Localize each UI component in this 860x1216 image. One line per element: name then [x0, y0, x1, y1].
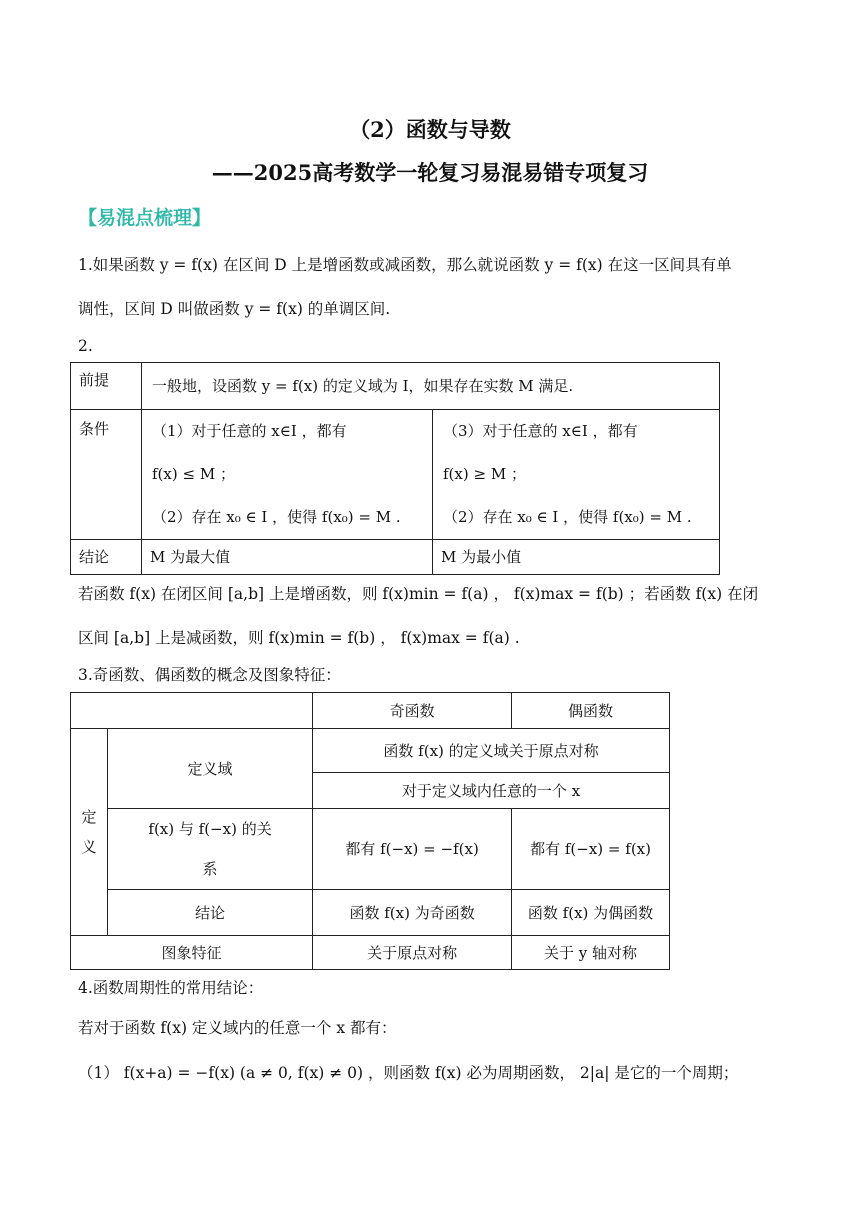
domain-text-1: 函数 f(x) 的定义域关于原点对称 — [313, 729, 670, 773]
table-row — [71, 363, 720, 410]
item3-label: 3.奇函数、偶函数的概念及图象特征： — [78, 666, 341, 684]
table-row — [71, 890, 670, 936]
graph-odd: 关于原点对称 — [313, 936, 512, 970]
table-row — [71, 693, 670, 729]
max-condition-1b: f(x) ≤ M ； — [152, 465, 235, 483]
table-row — [71, 410, 720, 540]
section-heading: 【易混点梳理】 — [78, 207, 212, 229]
relation-label-line2: 系 — [202, 860, 218, 878]
max-conclusion: M 为最大值 — [142, 540, 433, 575]
conclusion-label: 结论 — [71, 540, 142, 575]
relation-even: 都有 f(−x) = f(x) — [512, 809, 670, 890]
col-even-header: 偶函数 — [512, 693, 670, 729]
conclusion-label-2: 结论 — [108, 890, 313, 936]
item4-condition-1: （1） f(x+a) = −f(x) (a ≠ 0, f(x) ≠ 0) ，则函数 f(x) 必为周期函数， 2|a| 是它的一个周期； — [78, 1064, 739, 1082]
item1-line1: 1.如果函数 y = f(x) 在区间 D 上是增函数或减函数，那么就说函数 y = f(x) 在这一区间具有单 — [78, 256, 732, 274]
graph-even: 关于 y 轴对称 — [512, 936, 670, 970]
table-row — [71, 936, 670, 970]
min-conclusion: M 为最小值 — [433, 540, 720, 575]
extremum-table — [70, 362, 720, 575]
table-row — [71, 540, 720, 575]
max-condition-2: （2）存在 x₀ ∈ I ，使得 f(x₀) = M . — [152, 508, 401, 526]
item4-label: 4.函数周期性的常用结论： — [78, 979, 264, 997]
domain-label: 定义域 — [108, 729, 313, 809]
minmax-line2: 区间 [a,b] 上是减函数，则 f(x)min = f(b) ， f(x)max = f(a) . — [78, 629, 520, 647]
parity-table — [70, 692, 670, 970]
graph-label: 图象特征 — [71, 936, 313, 970]
min-condition-2: （2）存在 x₀ ∈ I ，使得 f(x₀) = M . — [443, 508, 692, 526]
item1-paragraph — [78, 243, 788, 331]
item1-line2: 调性，区间 D 叫做函数 y = f(x) 的单调区间. — [78, 300, 391, 318]
table-row — [71, 809, 670, 890]
domain-text-2: 对于定义域内任意的一个 x — [313, 773, 670, 809]
minmax-line1: 若函数 f(x) 在闭区间 [a,b] 上是增函数，则 f(x)min = f(a) ， f(x)max = f(b) ；若函数 f(x) 在闭 — [78, 585, 759, 603]
premise-text: 一般地，设函数 y = f(x) 的定义域为 I，如果存在实数 M 满足. — [142, 363, 720, 410]
min-condition-cell — [433, 410, 720, 540]
relation-label — [108, 809, 313, 890]
max-condition-cell — [142, 410, 433, 540]
relation-odd: 都有 f(−x) = −f(x) — [313, 809, 512, 890]
min-condition-1b: f(x) ≥ M ； — [443, 465, 526, 483]
condition-label: 条件 — [71, 410, 142, 540]
item2-label: 2. — [78, 337, 93, 355]
minmax-paragraph — [78, 572, 788, 660]
premise-label: 前提 — [71, 363, 142, 410]
conclusion-even: 函数 f(x) 为偶函数 — [512, 890, 670, 936]
definition-char-1: 定 — [81, 808, 97, 826]
empty-header-cell — [71, 693, 313, 729]
document-title: （2）函数与导数 — [349, 117, 511, 142]
relation-label-line1: f(x) 与 f(−x) 的关 — [148, 820, 272, 838]
definition-char-2: 义 — [81, 838, 97, 856]
item4-intro: 若对于函数 f(x) 定义域内的任意一个 x 都有： — [78, 1019, 397, 1037]
document-subtitle: ——2025高考数学一轮复习易混易错专项复习 — [211, 160, 649, 185]
col-odd-header: 奇函数 — [313, 693, 512, 729]
max-condition-1: （1）对于任意的 x∈I ，都有 — [152, 422, 347, 440]
conclusion-odd: 函数 f(x) 为奇函数 — [313, 890, 512, 936]
min-condition-1: （3）对于任意的 x∈I ，都有 — [443, 422, 638, 440]
definition-label — [71, 729, 108, 936]
table-row — [71, 729, 670, 773]
